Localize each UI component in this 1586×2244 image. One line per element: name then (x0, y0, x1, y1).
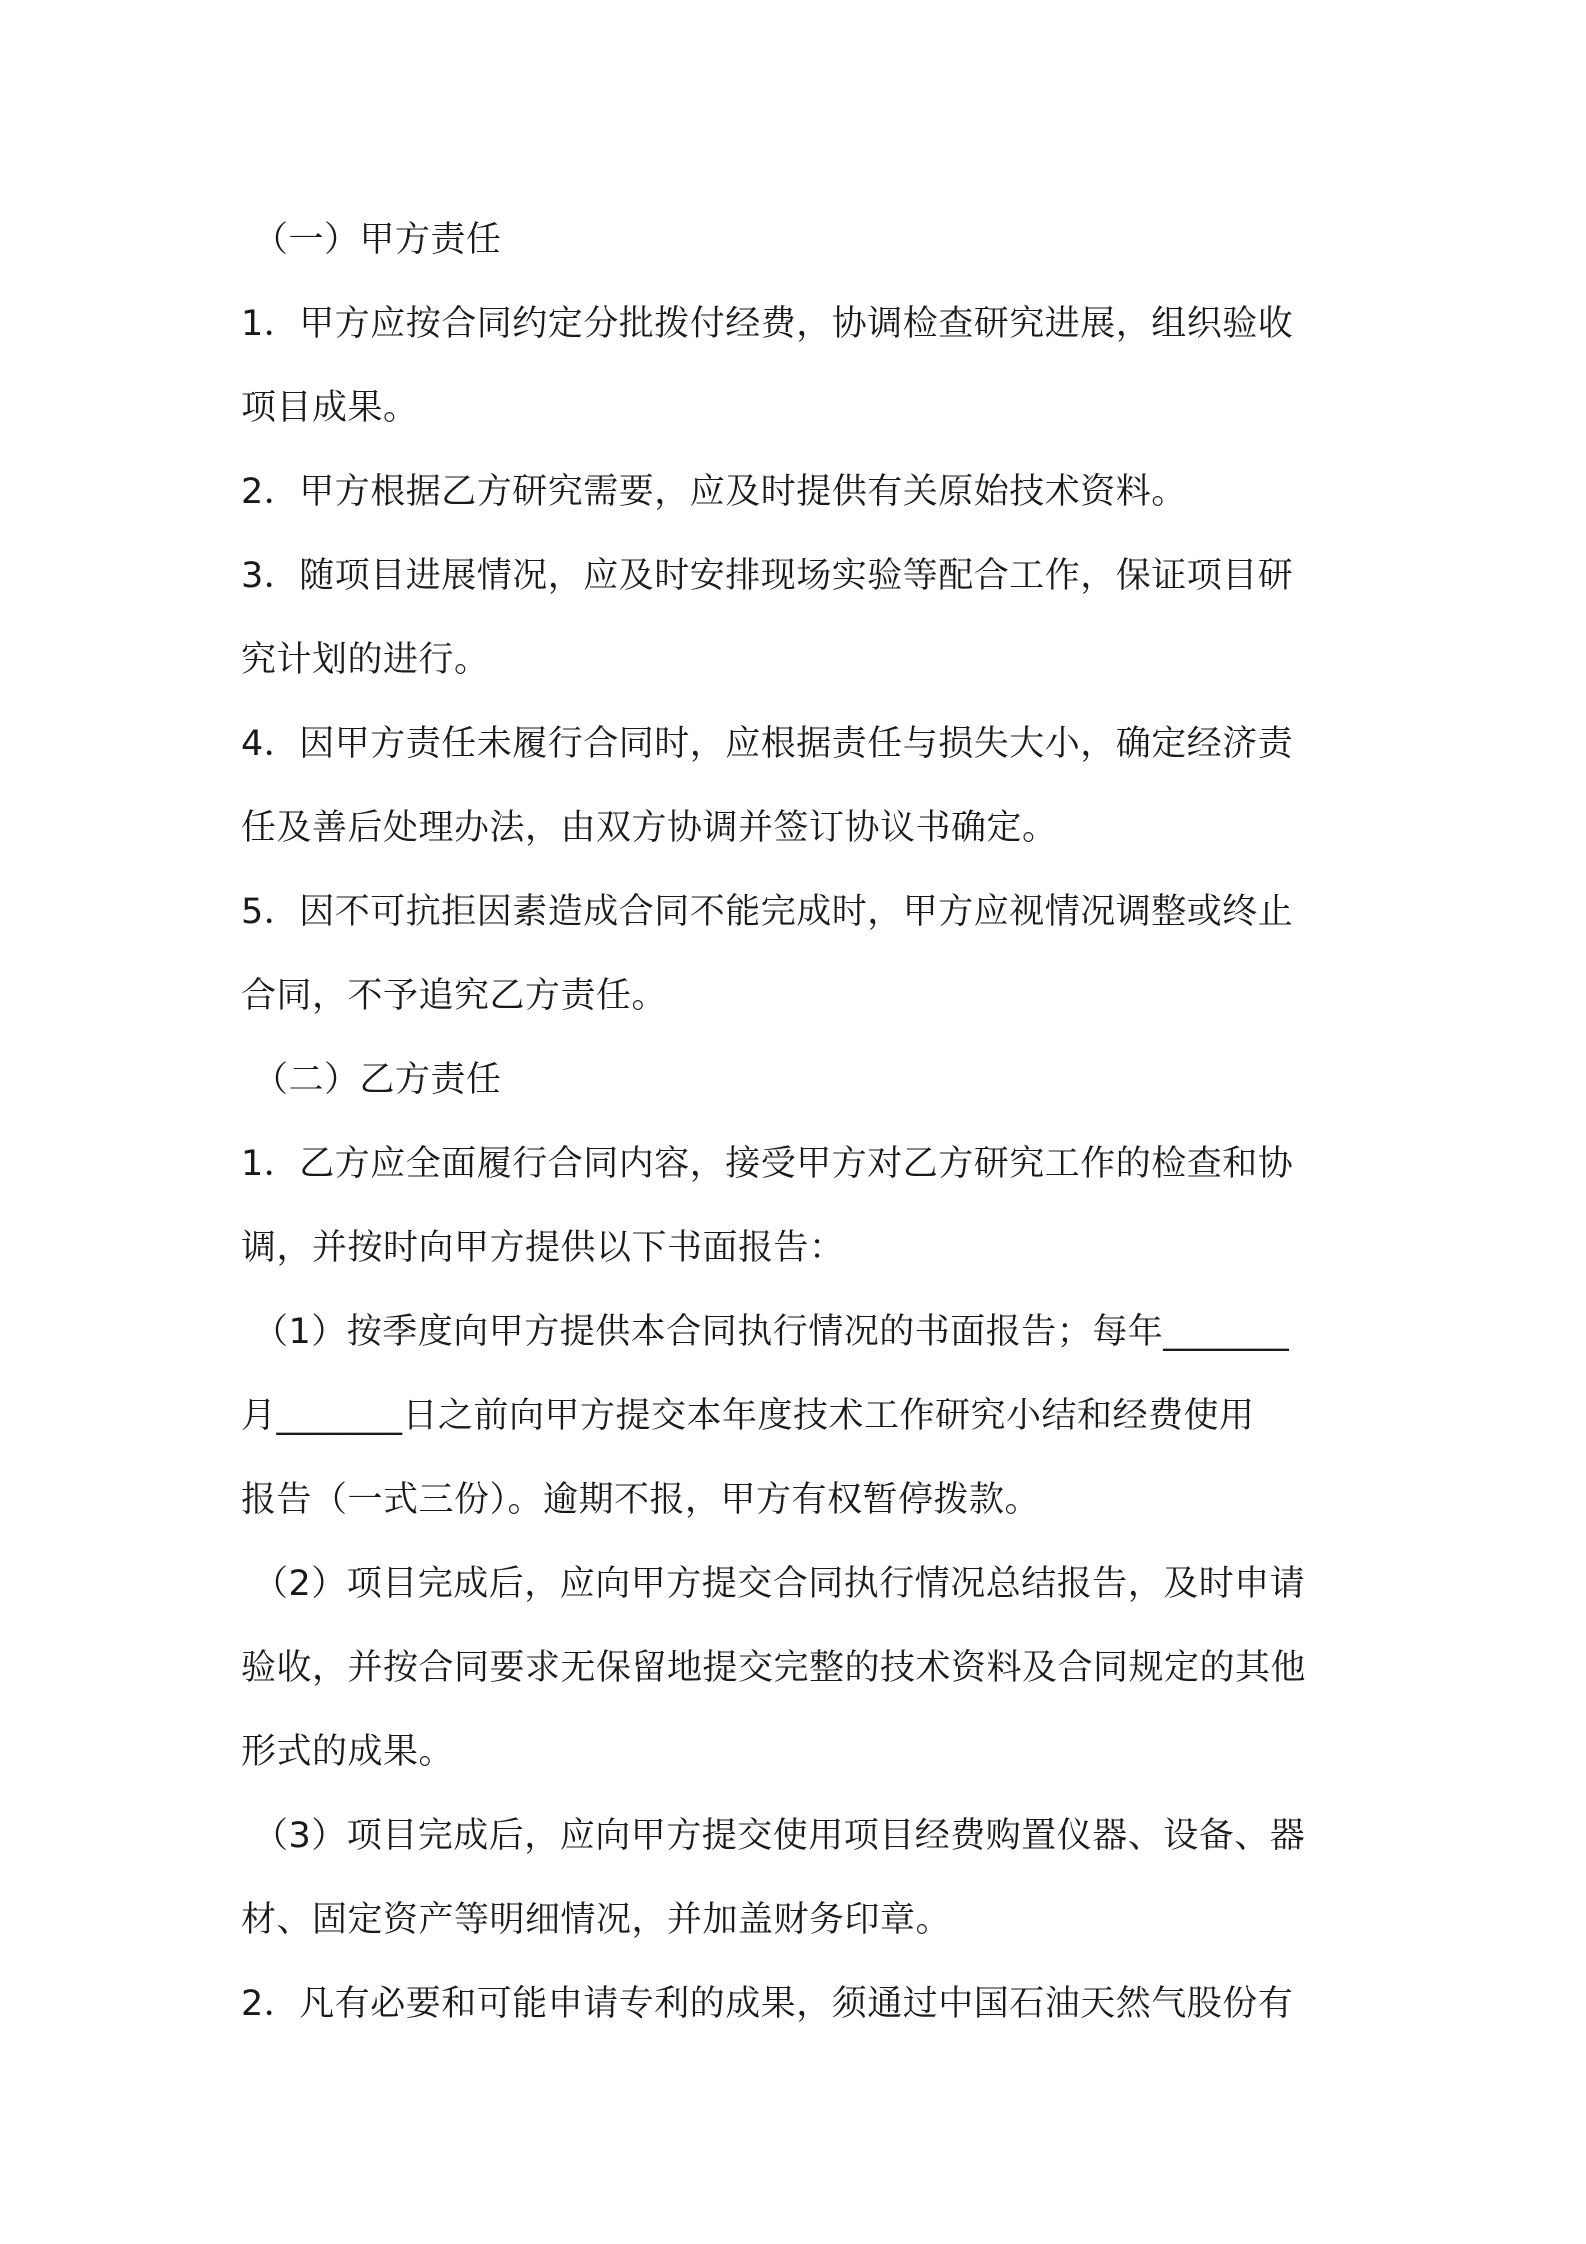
text-line: 2．甲方根据乙方研究需要，应及时提供有关原始技术资料。 (241, 472, 1187, 512)
text-line: 2．凡有必要和可能申请专利的成果，须通过中国石油天然气股份有 (241, 1984, 1294, 2024)
text-line: 1．乙方应全面履行合同内容，接受甲方对乙方研究工作的检查和协 (241, 1144, 1294, 1184)
document-body (241, 198, 1351, 2046)
text-line: 3．随项目进展情况，应及时安排现场实验等配合工作，保证项目研 (241, 556, 1294, 596)
text-line: 月_______日之前向甲方提交本年度技术工作研究小结和经费使用 (241, 1396, 1255, 1436)
text-line: 验收，并按合同要求无保留地提交完整的技术资料及合同规定的其他 (241, 1648, 1307, 1688)
text-line: （2）项目完成后，应向甲方提交合同执行情况总结报告，及时申请 (253, 1564, 1306, 1604)
text-line: 报告（一式三份）。逾期不报，甲方有权暂停拨款。 (241, 1480, 1041, 1520)
text-line: 究计划的进行。 (241, 640, 490, 680)
text-line: 形式的成果。 (241, 1732, 455, 1772)
text-line: 任及善后处理办法，由双方协调并签订协议书确定。 (241, 808, 1058, 848)
section-heading-party-b: （二）乙方责任 (253, 1060, 502, 1100)
text-line: （1）按季度向甲方提供本合同执行情况的书面报告；每年_______ (253, 1312, 1290, 1352)
text-line: 5．因不可抗拒因素造成合同不能完成时，甲方应视情况调整或终止 (241, 892, 1294, 932)
section-heading-party-a: （一）甲方责任 (253, 220, 502, 260)
text-line: 项目成果。 (241, 388, 419, 428)
text-line: 材、固定资产等明细情况，并加盖财务印章。 (241, 1900, 952, 1940)
text-line: 4．因甲方责任未履行合同时，应根据责任与损失大小，确定经济责 (241, 724, 1294, 764)
text-line: 合同，不予追究乙方责任。 (241, 976, 668, 1016)
text-line: 1．甲方应按合同约定分批拨付经费，协调检查研究进展，组织验收 (241, 304, 1294, 344)
text-line: 调，并按时向甲方提供以下书面报告： (241, 1228, 845, 1268)
text-line: （3）项目完成后，应向甲方提交使用项目经费购置仪器、设备、器 (253, 1816, 1306, 1856)
